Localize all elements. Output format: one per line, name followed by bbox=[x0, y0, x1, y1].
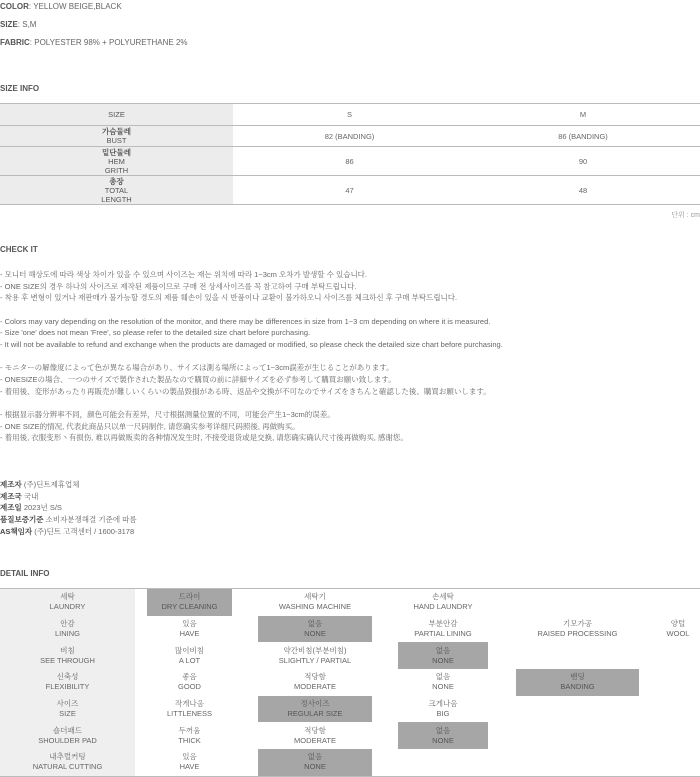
size-label: SIZE bbox=[0, 20, 18, 29]
option-ko: 크게나옴 bbox=[428, 699, 458, 709]
check-it-notes bbox=[0, 269, 503, 444]
note-line: - 착용 후 변형이 있거나 재판매가 불가능할 경도의 제품 훼손이 있을 시 반품이나 교환이 불가하오니 사이즈를 체크하신 후 구매 부탁드립니다. bbox=[0, 293, 458, 303]
detail-option bbox=[398, 589, 488, 616]
detail-option-selected bbox=[147, 589, 232, 616]
detail-option bbox=[398, 616, 488, 643]
note-line: - モニターの解像度によって色が異なる場合があり、サイズは測る場所によって1~3cm誤差が生じることがあります。 bbox=[0, 363, 394, 373]
color-spec bbox=[0, 2, 122, 11]
detail-header-ko: 내추럴커팅 bbox=[49, 752, 86, 762]
detail-header-ko: 사이즈 bbox=[56, 699, 79, 709]
option-ko: 좋음 bbox=[182, 672, 197, 682]
size-value: : S,M bbox=[17, 20, 37, 29]
option-en: NONE bbox=[432, 735, 454, 745]
fabric-value: : POLYESTER 98% + POLYURETHANE 2% bbox=[29, 38, 188, 47]
option-en: RAISED PROCESSING bbox=[537, 629, 618, 639]
detail-row-header bbox=[0, 642, 135, 669]
detail-header-ko: 세탁 bbox=[60, 592, 75, 602]
option-ko: 적당함 bbox=[304, 672, 326, 682]
detail-header-en: SEE THROUGH bbox=[40, 655, 95, 665]
detail-header-ko: 비침 bbox=[60, 645, 75, 655]
detail-header-en: SIZE bbox=[59, 709, 76, 719]
detail-option bbox=[147, 642, 232, 669]
detail-option bbox=[147, 749, 232, 776]
note-line: - 모니터 해상도에 따라 색상 차이가 있을 수 있으며 사이즈는 재는 위치에 따라 1~3cm 오차가 발생할 수 있습니다. bbox=[0, 270, 368, 279]
option-ko: 없음 bbox=[435, 645, 451, 655]
option-ko: 부분안감 bbox=[428, 619, 458, 629]
table-row bbox=[0, 176, 700, 205]
detail-row bbox=[0, 749, 700, 776]
option-ko: 양털 bbox=[670, 619, 686, 629]
detail-row-header bbox=[0, 722, 135, 749]
option-en: PARTIAL LINING bbox=[414, 629, 472, 639]
detail-option bbox=[258, 589, 372, 616]
detail-header-ko: 신축성 bbox=[56, 672, 79, 682]
row-label-en2: GRITH bbox=[104, 165, 129, 175]
row-value-m: 48 bbox=[466, 176, 700, 205]
option-en: HAVE bbox=[179, 762, 200, 772]
option-ko: 적당함 bbox=[304, 725, 326, 735]
row-value-m: 90 bbox=[466, 147, 700, 176]
maker-line bbox=[0, 479, 137, 491]
option-en: HAND LAUNDRY bbox=[413, 602, 473, 612]
option-ko: 없음 bbox=[435, 725, 451, 735]
unit-note: 단위 : cm bbox=[671, 212, 700, 219]
row-label-en: BUST bbox=[106, 136, 127, 145]
option-en: BANDING bbox=[560, 682, 595, 692]
detail-row-header bbox=[0, 696, 135, 723]
size-table bbox=[0, 103, 700, 205]
option-ko: 두꺼움 bbox=[178, 725, 201, 735]
option-en: SLIGHTLY / PARTIAL bbox=[278, 655, 352, 665]
maker-line bbox=[0, 526, 137, 538]
row-value-s: 82 (BANDING) bbox=[233, 126, 466, 147]
note-line: - 根据显示器分辨率不同，颜色可能会有差异，尺寸根据测量位置的不同，可能会产生1~3cm的误差。 bbox=[0, 409, 335, 419]
detail-row-header bbox=[0, 669, 135, 696]
detail-row-header bbox=[0, 749, 135, 776]
detail-option-selected bbox=[398, 722, 488, 749]
detail-info-title: DETAIL INFO bbox=[0, 569, 50, 578]
maker-label: AS책임자 bbox=[0, 526, 33, 536]
row-label-ko: 밑단둘레 bbox=[102, 147, 131, 157]
option-ko: 손세탁 bbox=[432, 592, 454, 602]
option-en: NONE bbox=[304, 762, 326, 772]
option-ko: 없음 bbox=[307, 752, 323, 762]
note-line: - 着用後、変形があったり再販売が難しいくらいの製品毀損がある時、返品や交換が不可なのでサイズをきちんと確認した後、購買お願いします。 bbox=[0, 386, 491, 396]
option-ko: 많이비침 bbox=[175, 645, 204, 655]
maker-value: 2023년 S/S bbox=[21, 503, 62, 513]
row-label bbox=[0, 126, 233, 147]
detail-option-selected bbox=[258, 696, 372, 723]
detail-option bbox=[147, 616, 232, 643]
row-label-en2: LENGTH bbox=[101, 194, 132, 204]
option-ko: 세탁기 bbox=[304, 592, 326, 602]
detail-header-en: NATURAL CUTTING bbox=[32, 762, 103, 772]
size-spec bbox=[0, 20, 36, 29]
detail-header-en: FLEXIBILITY bbox=[45, 682, 90, 692]
note-line: - Colors may vary depending on the resolution of the monitor, and there may be differences in size from 1~3 cm depending on where it is measured. bbox=[0, 316, 491, 326]
detail-header-en: SHOULDER PAD bbox=[38, 735, 97, 745]
option-en: WOOL bbox=[666, 629, 690, 639]
option-en: LITTLENESS bbox=[166, 709, 212, 719]
detail-option bbox=[147, 669, 232, 696]
detail-option bbox=[147, 722, 232, 749]
maker-value: (주)딘트제휴업체 bbox=[21, 480, 80, 489]
table-row bbox=[0, 126, 700, 147]
detail-row-header bbox=[0, 616, 135, 643]
note-line: - It will not be available to refund and exchange when the products are damaged or modified, so please check the detailed size chart before purchasing. bbox=[0, 340, 503, 350]
row-label-ko: 가슴둘레 bbox=[102, 127, 131, 136]
row-label bbox=[0, 147, 233, 176]
color-label: COLOR bbox=[0, 2, 29, 11]
option-en: BIG bbox=[436, 709, 450, 719]
row-label-ko: 총장 bbox=[109, 176, 124, 186]
maker-info bbox=[0, 479, 137, 538]
detail-header-ko: 숄더패드 bbox=[53, 725, 82, 735]
maker-line bbox=[0, 491, 137, 503]
maker-line bbox=[0, 502, 137, 514]
maker-value: 국내 bbox=[21, 491, 39, 501]
option-ko: 없음 bbox=[307, 619, 323, 629]
option-en: WASHING MACHINE bbox=[278, 602, 352, 612]
option-en: THICK bbox=[178, 735, 201, 745]
note-line: - ONE SIZE的情况, 代表此商品只以单一尺码制作, 请您确实参考详细尺码照後, 再做购买。 bbox=[0, 421, 300, 431]
row-label bbox=[0, 176, 233, 205]
size-header-s: S bbox=[233, 104, 466, 126]
size-header-cell: SIZE bbox=[0, 104, 233, 126]
option-en: A LOT bbox=[178, 655, 201, 665]
option-en: MODERATE bbox=[294, 682, 336, 692]
option-ko: 없음 bbox=[435, 672, 451, 682]
detail-option bbox=[258, 669, 372, 696]
detail-option bbox=[398, 696, 488, 723]
detail-row bbox=[0, 589, 700, 616]
detail-header-en: LAUNDRY bbox=[49, 602, 86, 612]
detail-header-ko: 안감 bbox=[60, 619, 75, 629]
size-info-title: SIZE INFO bbox=[0, 84, 40, 93]
table-row bbox=[0, 147, 700, 176]
maker-value: (주)딘트 고객센터 / 1600-3178 bbox=[32, 526, 135, 536]
row-label-en: TOTAL bbox=[104, 185, 129, 195]
option-en: REGULAR SIZE bbox=[287, 709, 343, 719]
detail-option-selected bbox=[258, 749, 372, 776]
detail-row-header bbox=[0, 589, 135, 616]
maker-label: 제조일 bbox=[0, 503, 22, 513]
option-ko: 있음 bbox=[182, 619, 197, 629]
detail-option-selected bbox=[516, 669, 639, 696]
color-value: : YELLOW BEIGE,BLACK bbox=[28, 2, 122, 11]
detail-row bbox=[0, 722, 700, 749]
detail-row bbox=[0, 669, 700, 696]
option-en: MODERATE bbox=[294, 735, 336, 745]
note-line: - ONE SIZE의 경우 하나의 사이즈로 제작된 제품이므로 구매 전 상세사이즈를 꼭 참고하여 구매 부탁드립니다. bbox=[0, 281, 357, 291]
detail-option bbox=[258, 642, 372, 669]
detail-option bbox=[147, 696, 232, 723]
note-line: - Size 'one' does not mean 'Free', so please refer to the detailed size chart before purchasing. bbox=[0, 328, 311, 338]
detail-option bbox=[660, 616, 696, 643]
option-ko: 기모가공 bbox=[563, 619, 592, 629]
option-ko: 있음 bbox=[182, 752, 197, 762]
maker-value: 소비자분쟁해결 기준에 따름 bbox=[43, 515, 137, 525]
option-ko: 드라이 bbox=[178, 592, 201, 602]
detail-option-selected bbox=[398, 642, 488, 669]
detail-row bbox=[0, 696, 700, 723]
size-header-m: M bbox=[466, 104, 700, 126]
fabric-label: FABRIC bbox=[0, 38, 30, 47]
option-en: GOOD bbox=[178, 682, 201, 692]
option-en: HAVE bbox=[179, 629, 200, 639]
option-ko: 약간비침(부분비침) bbox=[283, 645, 347, 655]
note-line: - 着用後, 衣服变形丶有损伤, 难以再做贩卖的各种情况发生时, 不接受退货或是交换, 请您确实确认尺寸後再做购买, 感谢您。 bbox=[0, 433, 408, 443]
detail-option-selected bbox=[258, 616, 372, 643]
option-en: NONE bbox=[432, 682, 454, 692]
row-value-s: 47 bbox=[233, 176, 466, 205]
detail-header-en: LINING bbox=[54, 629, 80, 639]
maker-label: 품질보증기준 bbox=[0, 515, 44, 525]
note-line: - ONESIZEの場合、一つのサイズで製作された製品なので購買の前に詳細サイズを必ず参考して購買お願い致します。 bbox=[0, 374, 396, 384]
fabric-spec bbox=[0, 38, 188, 47]
size-table-header bbox=[0, 104, 700, 126]
detail-option bbox=[258, 722, 372, 749]
row-value-m: 86 (BANDING) bbox=[466, 126, 700, 147]
detail-row bbox=[0, 642, 700, 669]
row-label-en: HEM bbox=[108, 156, 125, 166]
maker-label: 제조자 bbox=[0, 480, 22, 489]
check-it-title: CHECK IT bbox=[0, 245, 38, 254]
option-ko: 밴딩 bbox=[570, 672, 585, 682]
maker-label: 제조국 bbox=[0, 491, 22, 501]
detail-row bbox=[0, 616, 700, 643]
option-ko: 작게나옴 bbox=[175, 699, 204, 709]
detail-option bbox=[516, 616, 639, 643]
detail-option bbox=[398, 669, 488, 696]
option-en: DRY CLEANING bbox=[161, 602, 218, 612]
row-value-s: 86 bbox=[233, 147, 466, 176]
detail-info-grid bbox=[0, 588, 700, 777]
option-ko: 정사이즈 bbox=[300, 699, 330, 709]
option-en: NONE bbox=[304, 629, 326, 639]
maker-line bbox=[0, 514, 137, 526]
option-en: NONE bbox=[432, 655, 454, 665]
